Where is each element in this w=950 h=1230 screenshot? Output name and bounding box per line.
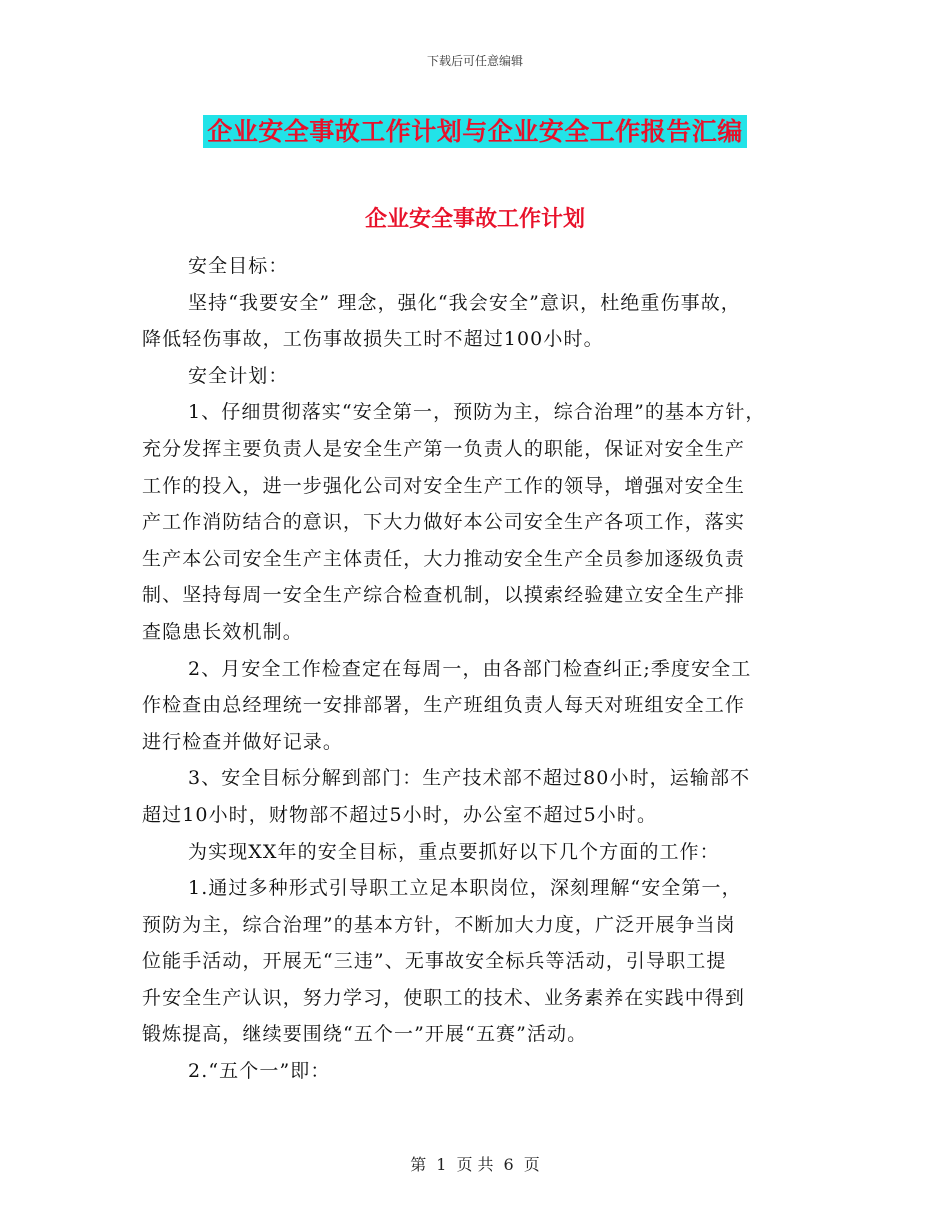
paragraph-line: 工作的投入，进一步强化公司对安全生产工作的领导，增强对安全生: [142, 474, 746, 497]
page-footer: [0, 1152, 950, 1175]
document-title-text: 企业安全事故工作计划与企业安全工作报告汇编: [203, 115, 747, 148]
paragraph-line: 查隐患长效机制。: [142, 620, 303, 643]
paragraph-line: 制、坚持每周一安全生产综合检查机制，以摸索经验建立安全生产排: [142, 584, 746, 607]
header-note: 下载后可任意编辑: [426, 54, 523, 68]
footer-prefix: 第: [410, 1155, 427, 1174]
paragraph-line: 预防为主，综合治理”的基本方针，不断加大力度，广泛开展争当岗: [142, 913, 736, 936]
paragraph-line: 充分发挥主要负责人是安全生产第一负责人的职能，保证对安全生产: [142, 437, 746, 460]
paragraph-line: 升安全生产认识，努力学习，使职工的技术、业务素养在实践中得到: [142, 986, 746, 1009]
footer-page-number: 1: [436, 1155, 447, 1174]
paragraph-line: 1.通过多种形式引导职工立足本职岗位，深刻理解“安全第一，: [188, 877, 742, 900]
paragraph-line: 2.“五个一”即：: [188, 1060, 331, 1083]
paragraph-line: 安全目标：: [188, 255, 289, 277]
paragraph-line: 降低轻伤事故，工伤事故损失工时不超过100小时。: [142, 328, 604, 351]
paragraph-line: 进行检查并做好记录。: [142, 730, 344, 753]
paragraph-line: 位能手活动，开展无“三违”、无事故安全标兵等活动，引导职工提: [142, 950, 727, 973]
paragraph-line: 2、月安全工作检查定在每周一，由各部门检查纠正;季度安全工: [188, 657, 752, 680]
document-body: [142, 248, 812, 1090]
document-title: [0, 112, 950, 148]
footer-suffix: 页: [523, 1155, 540, 1174]
paragraph-line: 超过10小时，财物部不超过5小时，办公室不超过5小时。: [142, 803, 658, 826]
paragraph-line: 锻炼提高，继续要围绕“五个一”开展“五赛”活动。: [142, 1023, 588, 1046]
paragraph-line: 为实现XX年的安全目标，重点要抓好以下几个方面的工作：: [188, 840, 720, 863]
paragraph-line: 产工作消防结合的意识，下大力做好本公司安全生产各项工作，落实: [142, 511, 746, 534]
paragraph-line: 1、仔细贯彻落实“安全第一，预防为主，综合治理”的基本方针，: [188, 401, 766, 424]
paragraph-line: 生产本公司安全生产主体责任，大力推动安全生产全员参加逐级负责: [142, 547, 746, 570]
paragraph-line: 3、安全目标分解到部门：生产技术部不超过80小时，运输部不: [188, 767, 751, 790]
footer-total-pages: 6: [503, 1155, 514, 1174]
paragraph-line: 作检查由总经理统一安排部署，生产班组负责人每天对班组安全工作: [142, 694, 746, 717]
paragraph-line: 安全计划：: [188, 364, 289, 387]
section-title: 企业安全事故工作计划: [364, 206, 585, 232]
paragraph-line: 坚持“我要安全” 理念，强化“我会安全”意识，杜绝重伤事故，: [188, 291, 741, 314]
footer-middle: 页 共: [456, 1155, 494, 1174]
